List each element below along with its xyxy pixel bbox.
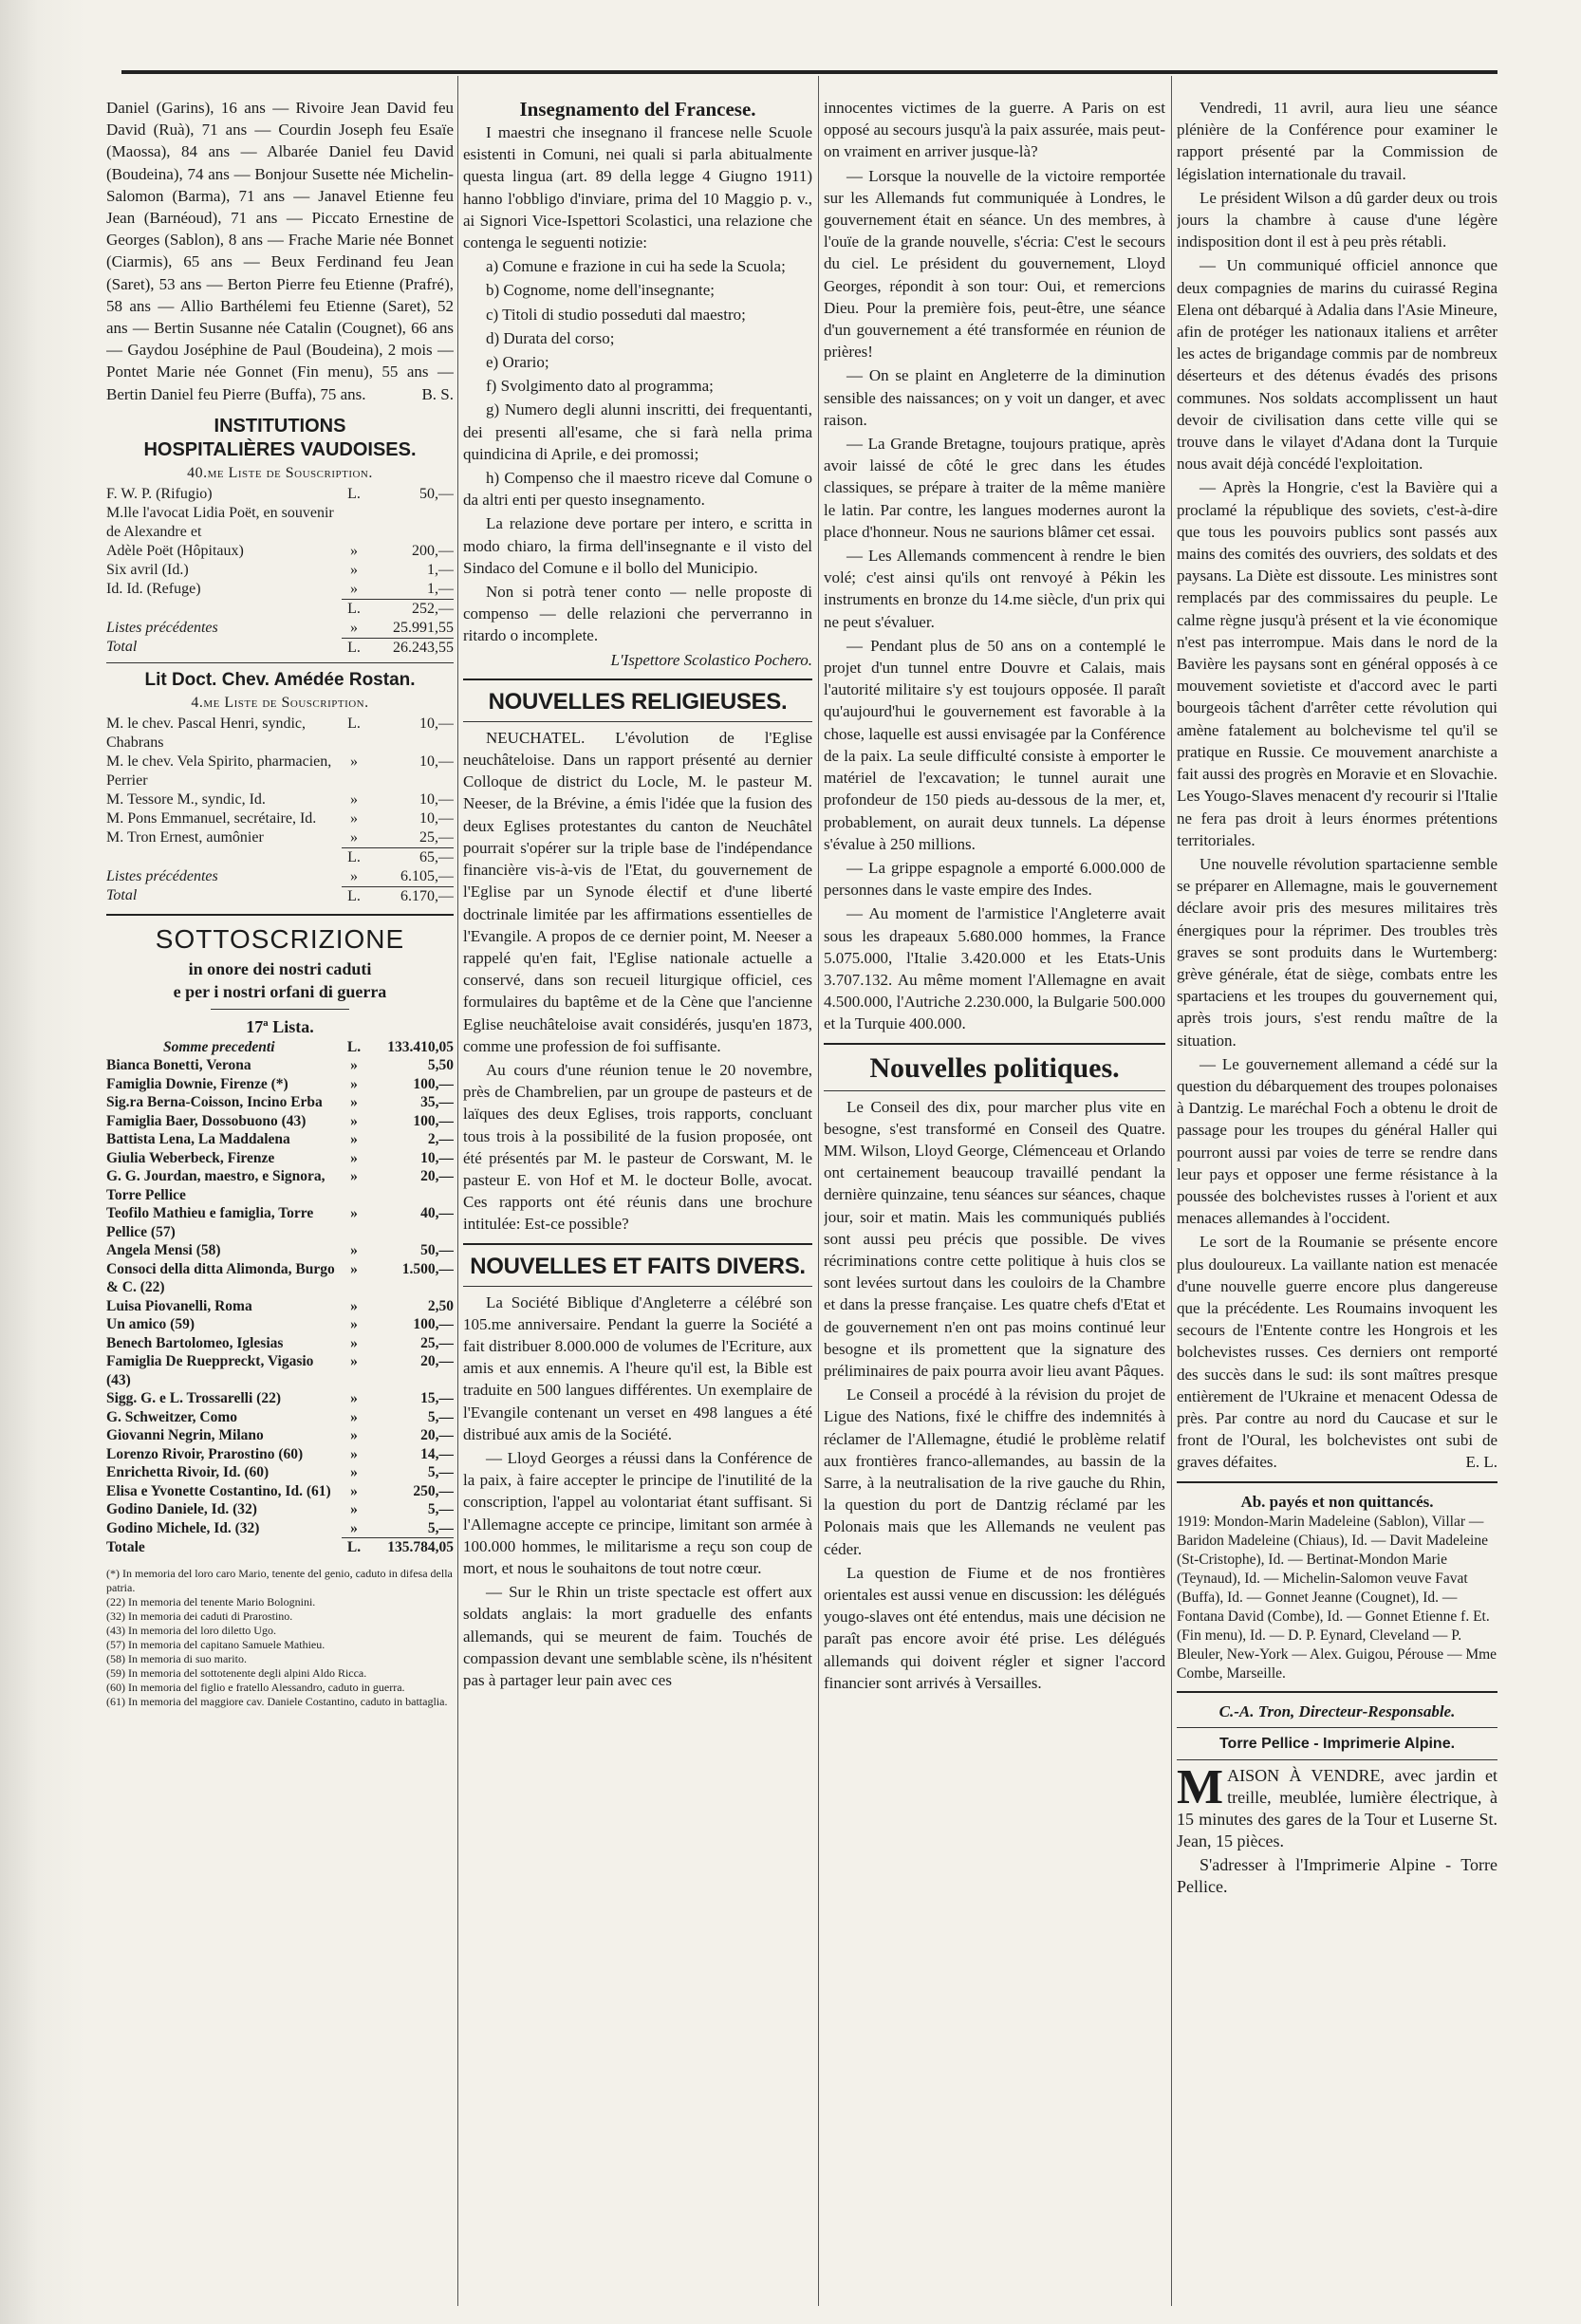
table-row bbox=[106, 1426, 454, 1445]
table-row bbox=[106, 1519, 454, 1538]
list-item: g) Numero degli alunni inscritti, dei frequentanti, dei presenti all'esame, che si farà nella prima quindicina di Aprile, e dei promossi; bbox=[463, 400, 812, 463]
table-row bbox=[106, 1112, 454, 1131]
row-mark: » bbox=[350, 1094, 358, 1111]
ins-paragraph: I maestri che insegnano il francese nelle Scuole esistenti in Comuni, nei quali si parla abitualmente questa lingua (art. 89 della legge 4 Giugno 1911) hanno l'obbligo d'inviare, prima del 10 Maggio p. v., ai Signori Vice-Ispettori Scolastici, una relazione che contenga le seguenti notizie: bbox=[463, 123, 812, 252]
row-label: Godino Michele, Id. (32) bbox=[106, 1519, 260, 1536]
sott-prev: Somme precedenti L. 133.410,05 bbox=[163, 1038, 454, 1055]
row-mark: » bbox=[350, 1112, 358, 1129]
table-row bbox=[106, 1315, 454, 1334]
printer-line: Torre Pellice - Imprimerie Alpine. bbox=[1218, 1736, 1456, 1752]
row-amount bbox=[366, 504, 454, 542]
list-item: d) Durata del corso; bbox=[486, 328, 615, 347]
list-item: h) Compenso che il maestro riceve dal Comune o da altri enti per questo insegnamento. bbox=[463, 469, 812, 510]
rel-paragraph: Au cours d'une réunion tenue le 20 novembre, près de Chambrelien, par un groupe de pasteurs et de laïques des deux Eglises, trois rapports, concluant tous trois à la possibilité de la fusion proposée, ont été présentés par M. le pasteur de Corswant, M. le pasteur E. von Hof et M. le docteur Bolle, avocat. Ces rapports ont été réunis dans une brochure intitulée: Est-ce possible? bbox=[463, 1060, 812, 1234]
table-row bbox=[106, 1167, 454, 1204]
row-label: Famiglia Downie, Firenze (*) bbox=[106, 1075, 288, 1092]
row-amount: 250,— bbox=[413, 1482, 454, 1499]
row-label: Un amico (59) bbox=[106, 1316, 195, 1333]
row-amount: 25,— bbox=[420, 1334, 454, 1351]
inst-table bbox=[106, 485, 454, 599]
row-mark: » bbox=[350, 1427, 358, 1444]
row-amount: 25,— bbox=[419, 828, 454, 846]
table-row bbox=[106, 1056, 454, 1075]
row-label: M. le chev. Pascal Henri, syndic, Chabrans bbox=[106, 715, 307, 751]
footnote: (57) In memoria del capitano Samuele Mathieu. bbox=[106, 1637, 326, 1651]
row-amount: 20,— bbox=[420, 1427, 454, 1444]
row-label: Teofilo Mathieu e famiglia, Torre Pellice (57) bbox=[106, 1205, 314, 1240]
pol-signature: E. L. bbox=[1465, 1453, 1497, 1472]
div-paragraph: — La grippe espagnole a emporté 6.000.000 de personnes dans le vaste empire des Indes. bbox=[824, 858, 1165, 900]
pol-paragraph: — Après la Hongrie, c'est la Bavière qui a proclamé la république des soviets, c'est-à-dire que tous les pouvoirs publics sont passés aux mains des comités des ouvriers, des soldats et des paysans. La Diète est dissoute. Les ministres sont remplacés par des commissaires du peuple. Le calme règne jusqu'à présent et la vie économique n'est pas interrompue. Mais dans le nord de la Bavière les paysans sont en général opposés à ce mouvement sovietiste et d'accord avec le parti bourgeois tâchent d'arrêter cette révolution qui amène fatalement au bolchevisme tel qu'il se pratique en Russie. Ce mouvement anarchiste a fait aussi des progrès en Moravie et en Slovachie. Les Yougo-Slaves menacent d'y recourir si l'Italie ne fera pas droit à leurs énormes prétentions territoriales. bbox=[1177, 478, 1497, 849]
table-row bbox=[106, 790, 454, 809]
lit-title: Lit Doct. Chev. Amédée Rostan. bbox=[144, 669, 416, 690]
row-amount: 2,— bbox=[427, 1131, 454, 1148]
div-paragraph: — On se plaint en Angleterre de la diminution sensible des naissances; on y voit un danger, et avec raison. bbox=[824, 366, 1165, 429]
table-row bbox=[106, 1408, 454, 1427]
div-paragraph: — Pendant plus de 50 ans on a contemplé le projet d'un tunnel entre Douvre et Calais, mais l'autorité militaire s'y est toujours opposée. Il paraît qu'aujourd'hui le gouvernement est favorable à la chose, laquelle est aussi envisagée par la Conférence de la paix. La seule difficulté consiste à emporter le matériel de l'excavation; le tunnel aurait une profondeur de 150 pieds au-dessous de la mer, et, probablement, on aurait deux tunnels. La dépense s'évalue à 250 millions. bbox=[824, 636, 1165, 853]
row-label: Elisa e Yvonette Costantino, Id. (61) bbox=[106, 1482, 331, 1499]
row-label: Benech Bartolomeo, Iglesias bbox=[106, 1334, 284, 1351]
row-label: Giovanni Negrin, Milano bbox=[106, 1427, 264, 1444]
row-mark: » bbox=[350, 580, 358, 597]
row-mark: » bbox=[350, 1353, 358, 1370]
sott-subtitle-1: in onore dei nostri caduti bbox=[188, 958, 372, 978]
div-paragraph: — Lorsque la nouvelle de la victoire remportée sur les Allemands fut communiquée à Londres, le gouvernement était en séance. Un des membres, à l'ouïe de la grande nouvelle, s'écria: C'est le secours du ciel. Le président du gouvernement, Lloyd Georges, répondit à son tour: Oui, et remercions Dieu. Pour la première fois, peut-être, une séance d'un gouvernement a été transformée en réunion de prières! bbox=[824, 166, 1165, 362]
pol-paragraph: Le sort de la Roumanie se présente encore plus douloureux. La vaillante nation est menacée d'une nouvelle guerre encore plus dangereuse que la précédente. Les Roumains invoquent les secours de l'Entente contre les Hongrois et les bolchevistes russes. Ces derniers ont remporté des succès dans le sud: ils sont maîtres presque entièrement de l'Ukraine et menacent Odessa de près. Par contre au nord du Caucase et sur le front de l'Oural, les bolchevistes ont subi de graves défaites. E. L. bbox=[1177, 1231, 1497, 1473]
table-row bbox=[106, 828, 454, 847]
footnote: (*) In memoria del loro caro Mario, tenente del genio, caduto in difesa della patria. bbox=[106, 1566, 453, 1594]
row-mark: » bbox=[350, 1519, 358, 1536]
row-label: G. Schweitzer, Como bbox=[106, 1408, 238, 1425]
list-item: c) Titoli di studio posseduti dal maestro; bbox=[486, 305, 746, 324]
row-amount: 50,— bbox=[420, 1242, 454, 1259]
table-row bbox=[106, 809, 454, 828]
row-label: Luisa Piovanelli, Roma bbox=[106, 1297, 252, 1314]
sott-subtitle-2: e per i nostri orfani di guerra bbox=[173, 981, 387, 1001]
ins-paragraph: Non si potrà tener conto — nelle proposte di compenso — delle relazioni che perverranno in ritardo o incomplete. bbox=[463, 583, 812, 645]
row-label: Godino Daniele, Id. (32) bbox=[106, 1501, 257, 1518]
footnote: (61) In memoria del maggiore cav. Daniele Costantino, caduto in battaglia. bbox=[106, 1694, 448, 1708]
row-mark: » bbox=[350, 1075, 358, 1092]
row-label: Angela Mensi (58) bbox=[106, 1242, 221, 1259]
row-amount: 5,— bbox=[427, 1519, 454, 1536]
row-mark: » bbox=[350, 1297, 358, 1314]
row-amount: 1,— bbox=[427, 561, 454, 578]
ins-paragraph: La relazione deve portare per intero, e scritta in modo chiaro, la firma dell'insegnante e il visto del Sindaco del Comune e il bollo del Municipio. bbox=[463, 514, 812, 577]
row-amount: 14,— bbox=[420, 1445, 454, 1462]
div-paragraph: — Les Allemands commencent à rendre le bien volé; c'est ainsi qu'ils ont renvoyé à Pékin les instruments en bronze du 14.me siècle, d'un prix qui ne peut s'évaluer. bbox=[824, 547, 1165, 631]
row-amount: 1.500,— bbox=[401, 1260, 454, 1277]
rel-paragraph: NEUCHATEL. L'évolution de l'Eglise neuchâteloise. Dans un rapport présenté au dernier Colloque de district du Locle, M. le pasteur M. Neeser, de la Brévine, a émis l'idée que la fusion des deux Eglises protestantes du canton de Neuchâtel pourrait s'opérer sur la triple base de l'indépendance financière vis-à-vis de l'Etat, du gouvernement de l'Eglise par un Synode électif et d'une liberté doctrinale limitée par les affirmations essentielles de l'Evangile. A propos de ce dernier point, M. Neeser a rappelé qu'en fait, l'Eglise nationale actuelle a conservé, dans son recueil liturgique officiel, ces formulaires du baptême et de la Cène que l'ancienne Eglise neuchâteloise avait considérés, jusqu'en 1873, comme une profession de foi suffisante. bbox=[463, 728, 812, 1055]
row-amount: 1,— bbox=[427, 580, 454, 597]
table-row bbox=[106, 1463, 454, 1482]
ins-items bbox=[463, 255, 812, 511]
table-row bbox=[106, 753, 454, 790]
row-mark: » bbox=[350, 1131, 358, 1148]
row-amount: 50,— bbox=[419, 485, 454, 502]
footnote: (58) In memoria di suo marito. bbox=[106, 1651, 247, 1665]
table-row bbox=[106, 561, 454, 580]
div-paragraph: innocentes victimes de la guerre. A Paris on est opposé au secours jusqu'à la paix assurée, mais peut-on vraiment en arriver jusque-là? bbox=[824, 99, 1165, 161]
table-row bbox=[106, 542, 454, 561]
div-paragraph: — Lloyd Georges a réussi dans la Conférence de la paix, à faire accepter le principe de l'inutilité de la conscription, l'appel au volontariat étant suffisant. Si l'Allemagne accepte ce principe, limitant son armée à 100.000 hommes, le militarisme a reçu son coup de mort, et nous le souhaitons de tout notre cœur. bbox=[463, 1448, 812, 1577]
row-amount: 10,— bbox=[419, 809, 454, 827]
director-line: C.-A. Tron, Directeur-Responsable. bbox=[1218, 1701, 1456, 1720]
row-amount: 20,— bbox=[420, 1353, 454, 1370]
row-mark: » bbox=[350, 809, 358, 827]
row-mark bbox=[342, 504, 366, 542]
row-mark: » bbox=[350, 1334, 358, 1351]
row-label: M. le chev. Vela Spirito, pharmacien, Perrier bbox=[106, 753, 332, 789]
footnote: (59) In memoria del sottotenente degli alpini Aldo Ricca. bbox=[106, 1665, 367, 1680]
sott-total: Totale L. 135.784,05 bbox=[106, 1538, 454, 1556]
table-row bbox=[106, 1482, 454, 1501]
table-row bbox=[106, 1297, 454, 1316]
row-mark: » bbox=[350, 790, 358, 808]
table-row bbox=[106, 1093, 454, 1112]
row-label: Six avril (Id.) bbox=[106, 561, 189, 578]
table-row bbox=[106, 1075, 454, 1094]
top-rule bbox=[121, 70, 1497, 74]
table-row bbox=[106, 485, 454, 504]
table-row bbox=[106, 1241, 454, 1260]
inst-subtitle: 40.me Liste de Souscription. bbox=[187, 464, 373, 481]
column-1 bbox=[106, 97, 454, 2308]
table-row bbox=[106, 1260, 454, 1297]
div-title: NOUVELLES ET FAITS DIVERS. bbox=[470, 1253, 806, 1279]
row-mark: » bbox=[350, 1316, 358, 1333]
row-amount: 5,— bbox=[427, 1464, 454, 1481]
row-label: Consoci della ditta Alimonda, Burgo & C. (22) bbox=[106, 1260, 335, 1296]
row-mark: » bbox=[350, 828, 358, 846]
row-amount: 2,50 bbox=[427, 1297, 454, 1314]
table-row bbox=[106, 1130, 454, 1149]
classified-ad: MAISON À VENDRE, avec jardin et treille, meublée, lumière électrique, à 15 minutes des gares de la Tour et Luserne St. Jean, 15 pièces. S'adresser à l'Imprimerie Alpine - Torre Pellice. bbox=[1177, 1760, 1497, 1897]
pol-paragraph: Une nouvelle révolution spartacienne semble se préparer en Allemagne, mais le gouvernement déclare avoir pris des mesures militaires très énergiques pour la réprimer. Des troubles très graves se sont produits dans le Wurtemberg: grève générale, état de siège, combats entre les spartaciens et les troupes du gouvernement qui, après trois jours, s'est rendu maître de la situation. bbox=[1177, 854, 1497, 1050]
row-mark: » bbox=[350, 1501, 358, 1518]
row-mark: » bbox=[350, 753, 358, 770]
row-mark: » bbox=[350, 542, 358, 559]
row-label: Enrichetta Rivoir, Id. (60) bbox=[106, 1464, 270, 1481]
footnote: (60) In memoria del figlio e fratello Alessandro, caduto in guerra. bbox=[106, 1680, 405, 1694]
row-label: M. Tessore M., syndic, Id. bbox=[106, 790, 266, 808]
pol-paragraph: Le Conseil a procédé à la révision du projet de Ligue des Nations, fixé le chiffre des indemnités à réclamer de l'Allemagne, étudié le problème relatif aux frontières franco-allemandes, au bassin de la Sarre, à la neutralisation de la rive gauche du Rhin, la question du port de Dantzig réclamé par les Polonais mais que les Allemands ne veulent pas céder. bbox=[824, 1385, 1165, 1558]
pol-paragraph: Vendredi, 11 avril, aura lieu une séance plénière de la Conférence pour examiner le rapport présenté par la Commission de législation internationale du travail. bbox=[1177, 99, 1497, 183]
pol-paragraph: Le président Wilson a dû garder deux ou trois jours la chambre à cause d'une légère indisposition dont il est à peu près rétabli. bbox=[1177, 188, 1497, 251]
ad-drop-cap: M bbox=[1177, 1760, 1224, 1815]
row-mark: » bbox=[350, 1482, 358, 1499]
row-label: Bianca Bonetti, Verona bbox=[106, 1057, 251, 1074]
row-amount: 100,— bbox=[413, 1112, 454, 1129]
lit-table bbox=[106, 715, 454, 847]
row-label: M.lle l'avocat Lidia Poët, en souvenir de Alexandre et bbox=[106, 504, 334, 540]
row-amount: 5,— bbox=[427, 1408, 454, 1425]
row-amount: 20,— bbox=[420, 1168, 454, 1185]
table-row bbox=[106, 504, 454, 542]
row-amount: 35,— bbox=[420, 1094, 454, 1111]
pol-paragraph: — Un communiqué officiel annonce que deux compagnies de marins du cuirassé Regina Elena ont débarqué à Adalia dans l'Asie Mineure, afin de protéger les nationaux italiens et arrêter les actes de brigandage commis par de nombreux déserteurs et des détenus évadés des prisons communes. Nos soldats accomplissent un haut devoir de civilisation dans cette ville qui se trouve dans le vilayet d'Adana dont la Turquie nous avait déjà concédé l'exploitation. bbox=[1177, 256, 1497, 474]
list-item: e) Orario; bbox=[486, 353, 549, 372]
table-row bbox=[106, 715, 454, 753]
row-amount: 100,— bbox=[413, 1075, 454, 1092]
pol-paragraph: — Le gouvernement allemand a cédé sur la question du débarquement des troupes polonaises à Dantzig. Le maréchal Foch a obtenu le droit de passage pour les troupes du général Haller qui pourront aussi par voies de terre se rendre dans leur pays et opposer une ferme résistance à la poussée des bolchevistes russes à l'orient et aux menaces allemandes à l'occident. bbox=[1177, 1054, 1497, 1228]
row-mark: L. bbox=[347, 485, 361, 502]
row-label: Lorenzo Rivoir, Prarostino (60) bbox=[106, 1445, 304, 1462]
ins-signature: L'Ispettore Scolastico Pochero. bbox=[610, 650, 812, 669]
row-label: Giulia Weberbeck, Firenze bbox=[106, 1149, 275, 1166]
row-mark: » bbox=[350, 1260, 358, 1277]
row-label: Battista Lena, La Maddalena bbox=[106, 1131, 290, 1148]
row-label: F. W. P. (Rifugio) bbox=[106, 485, 213, 502]
row-mark: » bbox=[350, 1464, 358, 1481]
row-mark: » bbox=[350, 1149, 358, 1166]
footnote: (22) In memoria del tenente Mario Bolognini. bbox=[106, 1594, 316, 1608]
row-amount: 10,— bbox=[419, 790, 454, 808]
row-mark: » bbox=[350, 1205, 358, 1222]
row-mark: » bbox=[350, 561, 358, 578]
ad-contact: S'adresser à l'Imprimerie Alpine - Torre Pellice. bbox=[1177, 1855, 1497, 1897]
ins-title: Insegnamento del Francese. bbox=[519, 98, 756, 121]
rel-title: NOUVELLES RELIGIEUSES. bbox=[488, 688, 788, 715]
row-label: M. Pons Emmanuel, secrétaire, Id. bbox=[106, 809, 317, 827]
div-paragraph: La Société Biblique d'Angleterre a célébré son 105.me anniversaire. Pendant la guerre la Société a fait distribuer 8.000.000 de volumes de l'Ecriture, aux amis et aux ennemis. A l'heure qu'il est, la Bible est traduite en 500 langues différentes. Un exemplaire de l'Evangile contenant un verset en 498 langues a été distribué aux amis de la Société. bbox=[463, 1292, 812, 1443]
pol-paragraph: La question de Fiume et de nos frontières orientales est aussi venue en discussion: les délégués yougo-slaves ont été entendus, mais une décision ne paraît pas encore avoir été prise. Les délégués allemands qui doivent régler et signer l'accord financier sont arrivés à Versailles. bbox=[824, 1563, 1165, 1692]
row-mark: L. bbox=[347, 715, 361, 732]
column-2 bbox=[463, 97, 812, 2308]
inst-totals: L. 252,— Listes précédentes » 25.991,55 Total L. 26.243,55 bbox=[106, 600, 454, 656]
footnote: (43) In memoria del loro diletto Ugo. bbox=[106, 1623, 276, 1637]
ab-list: 1919: Mondon-Marin Madeleine (Sablon), Villar — Baridon Madeleine (Chiaus), Id. — Davit Madeleine (St-Cristophe), Id. — Bertinat-Mondon Marie (Teynaud), Id. — Michelin-Salomon veuve Favat (Buffa), Id. — Gonnet Jeanne (Cougnet), Id. — Fontana David (Combe), Id. — Gonnet Etienne f. Et. (Fin menu), Id. — D. P. Eynard, Cleveland — P. Bleuler, New-York — Alex. Guigou, Pérouse — Mme Combe, Marseille. bbox=[1177, 1513, 1497, 1682]
column-4 bbox=[1177, 97, 1497, 2308]
row-label: G. G. Jourdan, maestro, e Signora, Torre Pellice bbox=[106, 1168, 326, 1203]
table-row bbox=[106, 1204, 454, 1241]
row-label: M. Tron Ernest, aumônier bbox=[106, 828, 264, 846]
row-label: Famiglia De Rueppreckt, Vigasio (43) bbox=[106, 1353, 314, 1388]
footnote: (32) In memoria dei caduti di Prarostino. bbox=[106, 1608, 293, 1623]
row-mark: » bbox=[350, 1057, 358, 1074]
sott-title: SOTTOSCRIZIONE bbox=[155, 923, 405, 954]
div-paragraph: — Au moment de l'armistice l'Angleterre avait sous les drapeaux 5.680.000 hommes, la France 5.075.000, l'Italie 3.420.000 et les Etats-Unis 3.707.132. Au même moment l'Allemagne en avait 4.500.000, l'Autriche 2.230.000, la Bulgarie 500.000 et la Turquie 400.000. bbox=[824, 904, 1165, 1033]
inst-title: INSTITUTIONS HOSPITALIÈRES VAUDOISES. bbox=[143, 415, 417, 460]
row-mark: » bbox=[350, 1445, 358, 1462]
row-label: Id. Id. (Refuge) bbox=[106, 580, 201, 597]
div-paragraph: — Sur le Rhin un triste spectacle est offert aux soldats anglais: la mort graduelle des enfants allemands, qui se meurent de faim. Touchés de compassion devant une semblable scène, ils n'hésitent pas à partager leur pain avec ces bbox=[463, 1583, 812, 1689]
row-amount: 100,— bbox=[413, 1316, 454, 1333]
row-label: Famiglia Baer, Dossobuono (43) bbox=[106, 1112, 307, 1129]
sott-table bbox=[106, 1056, 454, 1537]
column-divider bbox=[818, 76, 819, 2306]
row-mark: » bbox=[350, 1242, 358, 1259]
list-item: a) Comune e frazione in cui ha sede la Scuola; bbox=[486, 257, 786, 276]
column-divider bbox=[1171, 76, 1172, 2306]
sott-lista: 17ª Lista. bbox=[246, 1016, 314, 1036]
table-row bbox=[106, 1389, 454, 1408]
row-amount: 5,— bbox=[427, 1501, 454, 1518]
row-amount: 10,— bbox=[419, 753, 454, 770]
row-amount: 5,50 bbox=[427, 1057, 454, 1074]
pol-paragraph: Le Conseil des dix, pour marcher plus vite en besogne, s'est transformé en Conseil des Quatre. MM. Wilson, Lloyd George, Clémenceau et Orlando ont certainement beaucoup travaillé pendant la dernière quinzaine, tenu séances sur séances, chaque jour, soir et matin. Mais les communiqués publiés sont aussi peu précis que possible. De vives récriminations contre cette politique à huis clos se sont levées surtout dans les couloirs de la Chambre et dans la presse française. Les quatre chefs d'Etat et de gouvernement n'en ont pas moins continué leur besogne et ils promettent que la signature des préliminaires de paix pourra avoir lieu avant Pâques. bbox=[824, 1097, 1165, 1380]
row-label: Adèle Poët (Hôpitaux) bbox=[106, 542, 244, 559]
row-amount: 10,— bbox=[419, 715, 454, 732]
row-label: Sigg. G. e L. Trossarelli (22) bbox=[106, 1390, 281, 1407]
row-amount: 15,— bbox=[420, 1390, 454, 1407]
row-mark: » bbox=[350, 1408, 358, 1425]
column-3 bbox=[824, 97, 1165, 2308]
table-row bbox=[106, 1334, 454, 1353]
row-amount: 200,— bbox=[412, 542, 454, 559]
row-amount: 40,— bbox=[420, 1205, 454, 1222]
list-item: b) Cognome, nome dell'insegnante; bbox=[486, 281, 716, 300]
lit-totals: L. 65,— Listes précédentes » 6.105,— Total L. 6.170,— bbox=[106, 848, 454, 904]
table-row bbox=[106, 1445, 454, 1464]
list-item: f) Svolgimento dato al programma; bbox=[486, 377, 714, 396]
table-row bbox=[106, 1149, 454, 1168]
row-amount: 10,— bbox=[420, 1149, 454, 1166]
lit-subtitle: 4.me Liste de Souscription. bbox=[191, 694, 369, 711]
pol-title: Nouvelles politiques. bbox=[869, 1051, 1120, 1084]
table-row bbox=[106, 580, 454, 599]
obituary-signature: B. S. bbox=[421, 384, 454, 403]
ab-title: Ab. payés et non quittancés. bbox=[1240, 1492, 1434, 1511]
row-mark: » bbox=[350, 1390, 358, 1407]
table-row bbox=[106, 1500, 454, 1519]
column-divider bbox=[457, 76, 458, 2306]
obituary-list: Daniel (Garins), 16 ans — Rivoire Jean David feu David (Ruà), 71 ans — Courdin Joseph feu Esaïe (Maossa), 84 ans — Albarée Daniel feu David (Boudeina), 74 ans — Bonjour Susette née Michelin-Salomon (Barma), 71 ans — Janavel Etienne feu Jean (Barnéoud), 71 ans — Piccato Ernestine de Georges (Sablon), 8 ans — Frache Marie née Bonnet (Ciarmis), 65 ans — Beux Ferdinand feu Jean (Saret), 53 ans — Berton Pierre feu Etienne (Prafré), 58 ans — Allio Barthélemi feu Etienne (Saret), 52 ans — Bertin Susanne née Catalin (Cougnet), 66 ans — Gaydou Joséphine de Paul (Boudeina), 2 mois — Pontet Marie née Gonnet (Fin menu), 55 ans — Bertin Daniel feu Pierre (Buffa), 75 ans. B. S. bbox=[106, 97, 454, 405]
row-label: Sig.ra Berna-Coisson, Incino Erba bbox=[106, 1094, 323, 1111]
div-paragraph: — La Grande Bretagne, toujours pratique, après avoir laissé de côté le grec dans les études classiques, se prépare à traiter de la même manière le latin. Par contre, les langues modernes auront la place d'honneur. Nous ne saurions blâmer cet essai. bbox=[824, 435, 1165, 541]
table-row bbox=[106, 1352, 454, 1389]
row-mark: » bbox=[350, 1168, 358, 1185]
sott-footnotes bbox=[106, 1567, 454, 1709]
